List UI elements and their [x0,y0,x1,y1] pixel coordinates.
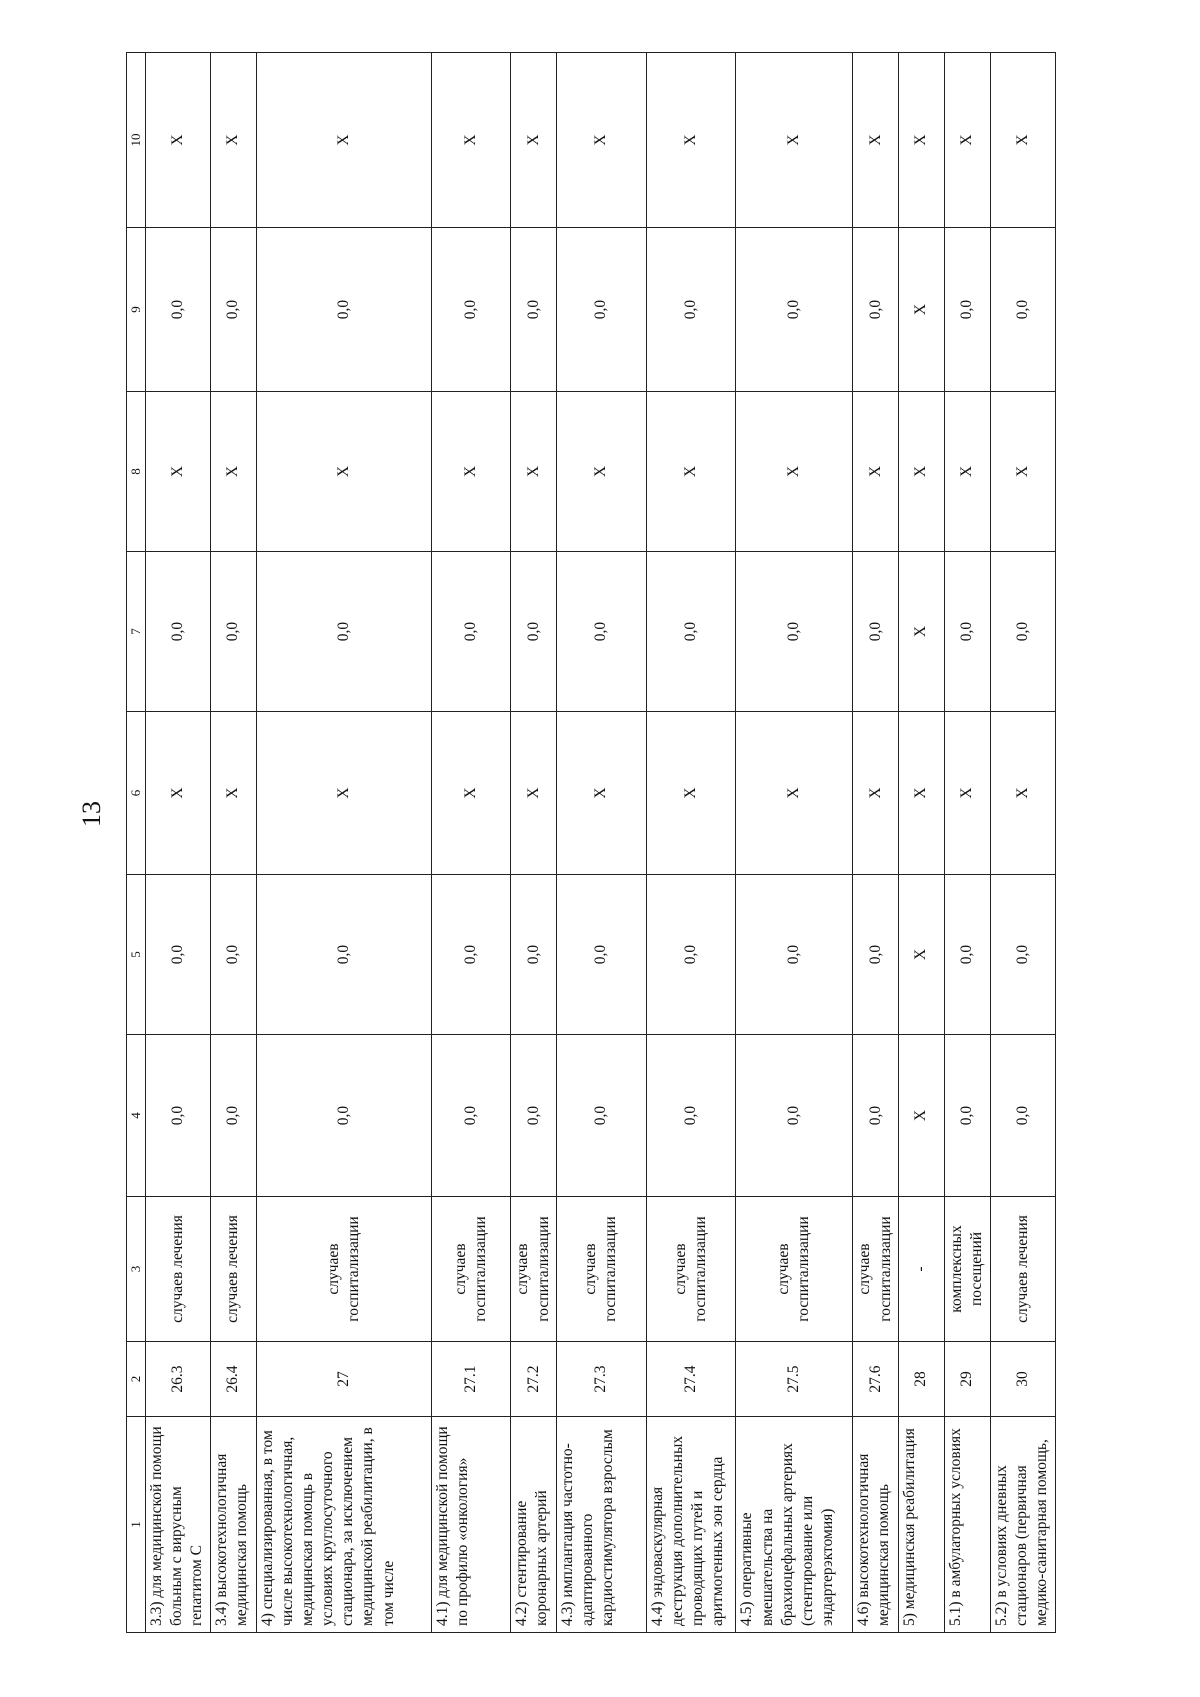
col7-cell: 0,0 [557,552,647,712]
row-number-cell: 27.2 [511,1342,557,1417]
column-header: 9 [127,228,146,392]
col6-cell: Х [511,712,557,875]
col9-cell: 0,0 [646,228,736,392]
indicator-name-cell: 3.3) для медицинской помощи больным с вирусным гепатитом С [145,1417,210,1633]
indicator-name-cell: 4.6) высокотехнологичная медицинская помощь [853,1417,899,1633]
table-row [557,53,647,1633]
col7-cell: 0,0 [145,552,210,712]
row-number-cell: 27.3 [557,1342,647,1417]
col4-cell: 0,0 [990,1035,1055,1197]
col10-cell: Х [944,53,990,228]
indicator-name-cell: 5.2) в условиях дневных стационаров (первичная медико-санитарная помощь, [990,1417,1055,1633]
indicator-name-cell: 5) медицинская реабилитация [899,1417,945,1633]
row-number-cell: 27 [256,1342,431,1417]
col8-cell: Х [944,392,990,552]
row-number-cell: 27.4 [646,1342,736,1417]
page-number: 13 [77,801,106,827]
col5-cell: 0,0 [431,875,510,1035]
row-number-cell: 27.1 [431,1342,510,1417]
table-body [127,53,1056,1633]
unit-cell: случаев лечения [210,1197,256,1342]
col4-cell: 0,0 [944,1035,990,1197]
col10-cell: Х [210,53,256,228]
col5-cell: 0,0 [944,875,990,1035]
col10-cell: Х [431,53,510,228]
table-row [145,53,210,1633]
col9-cell: 0,0 [944,228,990,392]
column-header: 7 [127,552,146,712]
col5-cell: 0,0 [557,875,647,1035]
unit-cell: случаев госпитализации [557,1197,647,1342]
col4-cell: 0,0 [145,1035,210,1197]
col10-cell: Х [256,53,431,228]
col10-cell: Х [511,53,557,228]
col8-cell: Х [736,392,853,552]
col5-cell: 0,0 [511,875,557,1035]
col9-cell: 0,0 [145,228,210,392]
col5-cell: 0,0 [646,875,736,1035]
col7-cell: Х [899,552,945,712]
row-number-cell: 26.4 [210,1342,256,1417]
col10-cell: Х [145,53,210,228]
col7-cell: 0,0 [944,552,990,712]
col6-cell: Х [145,712,210,875]
column-number-row [127,53,146,1633]
col5-cell: 0,0 [145,875,210,1035]
indicator-name-cell: 5.1) в амбулаторных условиях [944,1417,990,1633]
row-number-cell: 29 [944,1342,990,1417]
table-row [210,53,256,1633]
col5-cell: 0,0 [256,875,431,1035]
col6-cell: Х [256,712,431,875]
table-row [853,53,899,1633]
row-number-cell: 26.3 [145,1342,210,1417]
col8-cell: Х [853,392,899,552]
col4-cell: 0,0 [736,1035,853,1197]
col4-cell: 0,0 [853,1035,899,1197]
row-number-cell: 30 [990,1342,1055,1417]
unit-cell: случаев госпитализации [646,1197,736,1342]
unit-cell: комплексных посещений [944,1197,990,1342]
col4-cell: 0,0 [511,1035,557,1197]
col4-cell: 0,0 [431,1035,510,1197]
rotated-page-content [126,53,1056,1633]
unit-cell: случаев госпитализации [736,1197,853,1342]
col10-cell: Х [899,53,945,228]
column-header: 6 [127,712,146,875]
col8-cell: Х [256,392,431,552]
col7-cell: 0,0 [256,552,431,712]
col9-cell: 0,0 [431,228,510,392]
col8-cell: Х [990,392,1055,552]
indicator-name-cell: 4.3) имплантация частотно-адаптированного кардиостимулятора взрослым [557,1417,647,1633]
col8-cell: Х [210,392,256,552]
column-header: 2 [127,1342,146,1417]
col6-cell: Х [853,712,899,875]
table-row [511,53,557,1633]
unit-cell: случаев госпитализации [511,1197,557,1342]
table-row [944,53,990,1633]
col9-cell: 0,0 [853,228,899,392]
unit-cell: - [899,1197,945,1342]
col10-cell: Х [990,53,1055,228]
unit-cell: случаев госпитализации [431,1197,510,1342]
col9-cell: 0,0 [210,228,256,392]
col5-cell: 0,0 [736,875,853,1035]
table-row [990,53,1055,1633]
col9-cell: 0,0 [990,228,1055,392]
column-header: 3 [127,1197,146,1342]
col9-cell: 0,0 [511,228,557,392]
row-number-cell: 28 [899,1342,945,1417]
table-row [736,53,853,1633]
col10-cell: Х [853,53,899,228]
col9-cell: 0,0 [736,228,853,392]
indicator-name-cell: 4.1) для медицинской помощи по профилю «онкология» [431,1417,510,1633]
col6-cell: Х [557,712,647,875]
col8-cell: Х [557,392,647,552]
col10-cell: Х [736,53,853,228]
col6-cell: Х [990,712,1055,875]
col6-cell: Х [210,712,256,875]
column-header: 1 [127,1417,146,1633]
col7-cell: 0,0 [511,552,557,712]
col8-cell: Х [431,392,510,552]
row-number-cell: 27.6 [853,1342,899,1417]
col9-cell: 0,0 [256,228,431,392]
unit-cell: случаев лечения [990,1197,1055,1342]
col6-cell: Х [431,712,510,875]
col7-cell: 0,0 [736,552,853,712]
col9-cell: Х [899,228,945,392]
col5-cell: 0,0 [853,875,899,1035]
col8-cell: Х [899,392,945,552]
financing-table [126,52,1056,1633]
col7-cell: 0,0 [646,552,736,712]
col4-cell: Х [899,1035,945,1197]
column-header: 5 [127,875,146,1035]
indicator-name-cell: 4.5) оперативные вмешательства на брахиоцефальных артериях (стентирование или эндартерэктомия) [736,1417,853,1633]
col5-cell: 0,0 [210,875,256,1035]
table-row [256,53,431,1633]
indicator-name-cell: 4.2) стентирование коронарных артерий [511,1417,557,1633]
table-row [899,53,945,1633]
table-row [646,53,736,1633]
unit-cell: случаев госпитализации [256,1197,431,1342]
col8-cell: Х [646,392,736,552]
column-header: 8 [127,392,146,552]
col8-cell: Х [511,392,557,552]
col4-cell: 0,0 [557,1035,647,1197]
row-number-cell: 27.5 [736,1342,853,1417]
table-row [431,53,510,1633]
col4-cell: 0,0 [256,1035,431,1197]
col7-cell: 0,0 [853,552,899,712]
col5-cell: Х [899,875,945,1035]
col8-cell: Х [145,392,210,552]
col7-cell: 0,0 [210,552,256,712]
col10-cell: Х [646,53,736,228]
col10-cell: Х [557,53,647,228]
indicator-name-cell: 3.4) высокотехнологичная медицинская помощь [210,1417,256,1633]
unit-cell: случаев госпитализации [853,1197,899,1342]
indicator-name-cell: 4) специализированная, в том числе высокотехнологичная, медицинская помощь в условиях круглосуточного стационара, за исключением медицинской реабилитации, в том числе [256,1417,431,1633]
col4-cell: 0,0 [646,1035,736,1197]
indicator-name-cell: 4.4) эндоваскулярная деструкция дополнительных проводящих путей и аритмогенных зон сердца [646,1417,736,1633]
col6-cell: Х [944,712,990,875]
col5-cell: 0,0 [990,875,1055,1035]
col7-cell: 0,0 [990,552,1055,712]
column-header: 4 [127,1035,146,1197]
col7-cell: 0,0 [431,552,510,712]
col6-cell: Х [646,712,736,875]
col4-cell: 0,0 [210,1035,256,1197]
col6-cell: Х [899,712,945,875]
unit-cell: случаев лечения [145,1197,210,1342]
column-header: 10 [127,53,146,228]
col9-cell: 0,0 [557,228,647,392]
col6-cell: Х [736,712,853,875]
